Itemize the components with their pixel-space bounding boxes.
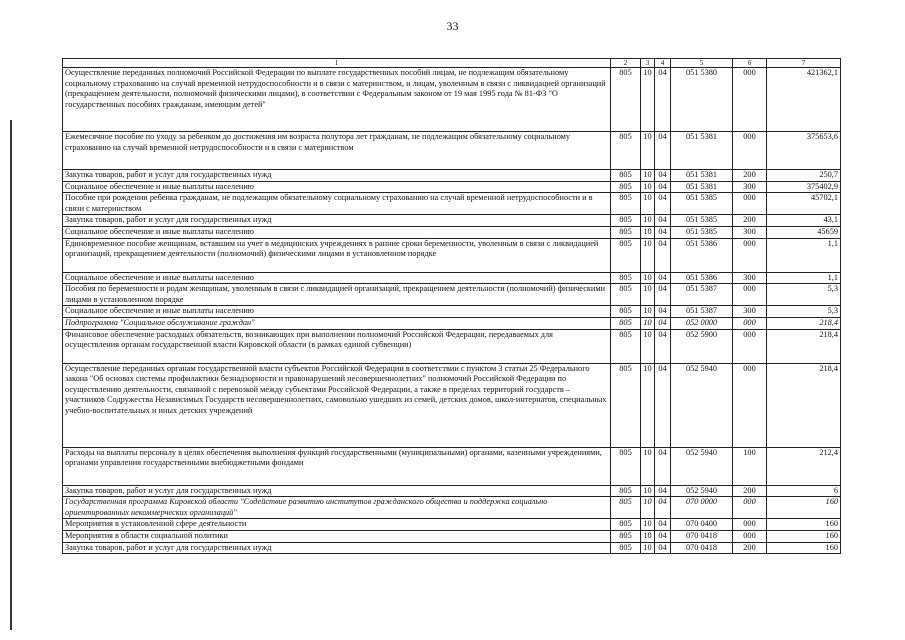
row-description: Ежемесячное пособие по уходу за ребенком до достижения им возраста полутора лет гражданам, не подлежащим обязательному социальному страхованию на случай временной нетрудоспособности и в связи с материнством	[63, 132, 611, 170]
target-item-code: 052 5900	[671, 329, 733, 363]
section-code: 10	[641, 363, 655, 447]
column-header: 7	[767, 59, 841, 68]
amount: 160	[767, 519, 841, 531]
row-description: Единовременное пособие женщинам, вставшим на учет в медицинских учреждениях в ранние сроки беременности, уволенным в связи с ликвидацией организаций, прекращением деятельности (полномочий) физическими лицами в установленном порядке	[63, 238, 611, 272]
table-row	[63, 530, 841, 542]
section-code: 10	[641, 215, 655, 227]
row-description: Закупка товаров, работ и услуг для государственных нужд	[63, 542, 611, 554]
target-item-code: 051 5385	[671, 226, 733, 238]
section-code: 10	[641, 68, 655, 132]
subsection-code: 04	[655, 306, 671, 318]
expense-type-code: 000	[733, 317, 767, 329]
expense-type-code: 000	[733, 530, 767, 542]
amount: 421362,1	[767, 68, 841, 132]
department-code: 805	[611, 363, 641, 447]
department-code: 805	[611, 542, 641, 554]
column-header: 3	[641, 59, 655, 68]
section-code: 10	[641, 485, 655, 497]
page-number: 33	[446, 19, 459, 33]
subsection-code: 04	[655, 497, 671, 519]
table-row	[63, 519, 841, 531]
target-item-code: 051 5381	[671, 170, 733, 182]
section-code: 10	[641, 170, 655, 182]
amount: 5,3	[767, 284, 841, 306]
amount: 375402,9	[767, 181, 841, 193]
row-description: Социальное обеспечение и иные выплаты населению	[63, 226, 611, 238]
amount: 375653,6	[767, 132, 841, 170]
department-code: 805	[611, 485, 641, 497]
expense-type-code: 000	[733, 132, 767, 170]
expense-type-code: 200	[733, 485, 767, 497]
department-code: 805	[611, 530, 641, 542]
table-row	[63, 363, 841, 447]
subsection-code: 04	[655, 181, 671, 193]
row-description: Мероприятия в области социальной политики	[63, 530, 611, 542]
subsection-code: 04	[655, 542, 671, 554]
target-item-code: 070 0418	[671, 542, 733, 554]
column-header: 4	[655, 59, 671, 68]
expense-type-code: 000	[733, 284, 767, 306]
row-description: Финансовое обеспечение расходных обязательств, возникающих при выполнении полномочий Российской Федерации, передаваемых для осуществления органам государственной власти Кировской области (в рамках единой субвенции)	[63, 329, 611, 363]
target-item-code: 051 5385	[671, 215, 733, 227]
expense-type-code: 200	[733, 542, 767, 554]
scan-margin-line	[10, 120, 12, 630]
target-item-code: 052 5940	[671, 363, 733, 447]
expense-type-code: 000	[733, 329, 767, 363]
amount: 160	[767, 497, 841, 519]
department-code: 805	[611, 317, 641, 329]
section-code: 10	[641, 317, 655, 329]
amount: 5,3	[767, 306, 841, 318]
subsection-code: 04	[655, 215, 671, 227]
row-description: Закупка товаров, работ и услуг для государственных нужд	[63, 485, 611, 497]
subsection-code: 04	[655, 226, 671, 238]
target-item-code: 051 5385	[671, 193, 733, 215]
table-row	[63, 317, 841, 329]
subsection-code: 04	[655, 193, 671, 215]
row-description: Осуществление переданных полномочий Российской Федерации по выплате государственных пособий лицам, не подлежащим обязательному социальному страхованию на случай временной нетрудоспособности и в связи с материнством, и лицам, уволенным в связи с ликвидацией организаций (прекращением деятельности, полномочий физическими лицами), в соответствии с Федеральным законом от 19 мая 1995 года № 81-ФЗ "О государственных пособиях гражданам, имеющим детей"	[63, 68, 611, 132]
section-code: 10	[641, 497, 655, 519]
target-item-code: 051 5380	[671, 68, 733, 132]
section-code: 10	[641, 132, 655, 170]
section-code: 10	[641, 306, 655, 318]
section-code: 10	[641, 447, 655, 485]
table-row	[63, 542, 841, 554]
section-code: 10	[641, 284, 655, 306]
subsection-code: 04	[655, 132, 671, 170]
department-code: 805	[611, 447, 641, 485]
expense-type-code: 000	[733, 363, 767, 447]
target-item-code: 070 0000	[671, 497, 733, 519]
section-code: 10	[641, 542, 655, 554]
section-code: 10	[641, 238, 655, 272]
subsection-code: 04	[655, 519, 671, 531]
expense-type-code: 300	[733, 272, 767, 284]
table-row	[63, 284, 841, 306]
target-item-code: 052 5940	[671, 485, 733, 497]
department-code: 805	[611, 284, 641, 306]
target-item-code: 070 0400	[671, 519, 733, 531]
subsection-code: 04	[655, 238, 671, 272]
expense-type-code: 000	[733, 68, 767, 132]
table-row	[63, 226, 841, 238]
department-code: 805	[611, 226, 641, 238]
subsection-code: 04	[655, 530, 671, 542]
amount: 6	[767, 485, 841, 497]
subsection-code: 04	[655, 272, 671, 284]
department-code: 805	[611, 181, 641, 193]
subsection-code: 04	[655, 317, 671, 329]
target-item-code: 052 5940	[671, 447, 733, 485]
row-description: Закупка товаров, работ и услуг для государственных нужд	[63, 170, 611, 182]
expense-type-code: 200	[733, 215, 767, 227]
target-item-code: 051 5386	[671, 272, 733, 284]
row-description: Пособия по беременности и родам женщинам, уволенным в связи с ликвидацией организаций, прекращением деятельности (полномочий) физическими лицами в установленном порядке	[63, 284, 611, 306]
department-code: 805	[611, 68, 641, 132]
expense-type-code: 300	[733, 306, 767, 318]
amount: 1,1	[767, 272, 841, 284]
target-item-code: 051 5381	[671, 181, 733, 193]
table-row	[63, 238, 841, 272]
expense-type-code: 000	[733, 238, 767, 272]
subsection-code: 04	[655, 363, 671, 447]
section-code: 10	[641, 530, 655, 542]
target-item-code: 070 0418	[671, 530, 733, 542]
expense-type-code: 200	[733, 170, 767, 182]
row-description: Социальное обеспечение и иные выплаты населению	[63, 181, 611, 193]
column-header: 5	[671, 59, 733, 68]
department-code: 805	[611, 193, 641, 215]
expense-type-code: 000	[733, 193, 767, 215]
target-item-code: 051 5386	[671, 238, 733, 272]
column-header: 1	[63, 59, 611, 68]
amount: 218,4	[767, 317, 841, 329]
section-code: 10	[641, 519, 655, 531]
section-code: 10	[641, 329, 655, 363]
department-code: 805	[611, 272, 641, 284]
column-header: 6	[733, 59, 767, 68]
amount: 160	[767, 530, 841, 542]
amount: 160	[767, 542, 841, 554]
amount: 218,4	[767, 363, 841, 447]
amount: 218,4	[767, 329, 841, 363]
table-row	[63, 329, 841, 363]
table-row	[63, 132, 841, 170]
department-code: 805	[611, 238, 641, 272]
table-row	[63, 215, 841, 227]
department-code: 805	[611, 132, 641, 170]
amount: 45702,1	[767, 193, 841, 215]
department-code: 805	[611, 519, 641, 531]
row-description: Государственная программа Кировской области "Содействие развитию институтов гражданского общества и поддержка социально ориентированных некоммерческих организаций"	[63, 497, 611, 519]
table-row	[63, 447, 841, 485]
target-item-code: 051 5387	[671, 284, 733, 306]
row-description: Закупка товаров, работ и услуг для государственных нужд	[63, 215, 611, 227]
row-description: Осуществление переданных органам государственной власти субъектов Российской Федерации в соответствии с пунктом 3 статьи 25 Федерального закона "Об основах системы профилактики безнадзорности и правонарушений несовершеннолетних" полномочий Российской Федерации по осуществлению деятельности, связанной с перевозкой между субъектами Российской Федерации, а также в пределах территорий государств – участников Содружества Независимых Государств несовершеннолетних, самовольно ушедших из семей, детских домов, школ-интернатов, специальных учебно-воспитательных и иных детских учреждений	[63, 363, 611, 447]
subsection-code: 04	[655, 329, 671, 363]
target-item-code: 051 5381	[671, 132, 733, 170]
table-row	[63, 181, 841, 193]
table-row	[63, 306, 841, 318]
expense-type-code: 000	[733, 519, 767, 531]
row-description: Мероприятия в установленной сфере деятельности	[63, 519, 611, 531]
section-code: 10	[641, 181, 655, 193]
target-item-code: 052 0000	[671, 317, 733, 329]
column-header: 2	[611, 59, 641, 68]
budget-table	[62, 58, 841, 554]
department-code: 805	[611, 215, 641, 227]
subsection-code: 04	[655, 170, 671, 182]
row-description: Социальное обеспечение и иные выплаты населению	[63, 306, 611, 318]
department-code: 805	[611, 497, 641, 519]
department-code: 805	[611, 329, 641, 363]
subsection-code: 04	[655, 485, 671, 497]
row-description: Расходы на выплаты персоналу в целях обеспечения выполнения функций государственными (муниципальными) органами, казенными учреждениями, органами управления государственными внебюджетными фондами	[63, 447, 611, 485]
column-number-row	[63, 59, 841, 68]
section-code: 10	[641, 272, 655, 284]
expense-type-code: 100	[733, 447, 767, 485]
expense-type-code: 300	[733, 181, 767, 193]
table-row	[63, 272, 841, 284]
table-row	[63, 68, 841, 132]
table-row	[63, 485, 841, 497]
expense-type-code: 000	[733, 497, 767, 519]
table-row	[63, 170, 841, 182]
table-row	[63, 193, 841, 215]
amount: 250,7	[767, 170, 841, 182]
amount: 1,1	[767, 238, 841, 272]
row-description: Пособие при рождении ребенка гражданам, не подлежащим обязательному социальному страхованию на случай временной нетрудоспособности и в связи с материнством	[63, 193, 611, 215]
section-code: 10	[641, 193, 655, 215]
subsection-code: 04	[655, 68, 671, 132]
subsection-code: 04	[655, 447, 671, 485]
row-description: Социальное обеспечение и иные выплаты населению	[63, 272, 611, 284]
amount: 45659	[767, 226, 841, 238]
table-row	[63, 497, 841, 519]
section-code: 10	[641, 226, 655, 238]
target-item-code: 051 5387	[671, 306, 733, 318]
department-code: 805	[611, 306, 641, 318]
department-code: 805	[611, 170, 641, 182]
subsection-code: 04	[655, 284, 671, 306]
amount: 43,1	[767, 215, 841, 227]
row-description: Подпрограмма "Социальное обслуживание граждан"	[63, 317, 611, 329]
expense-type-code: 300	[733, 226, 767, 238]
amount: 212,4	[767, 447, 841, 485]
